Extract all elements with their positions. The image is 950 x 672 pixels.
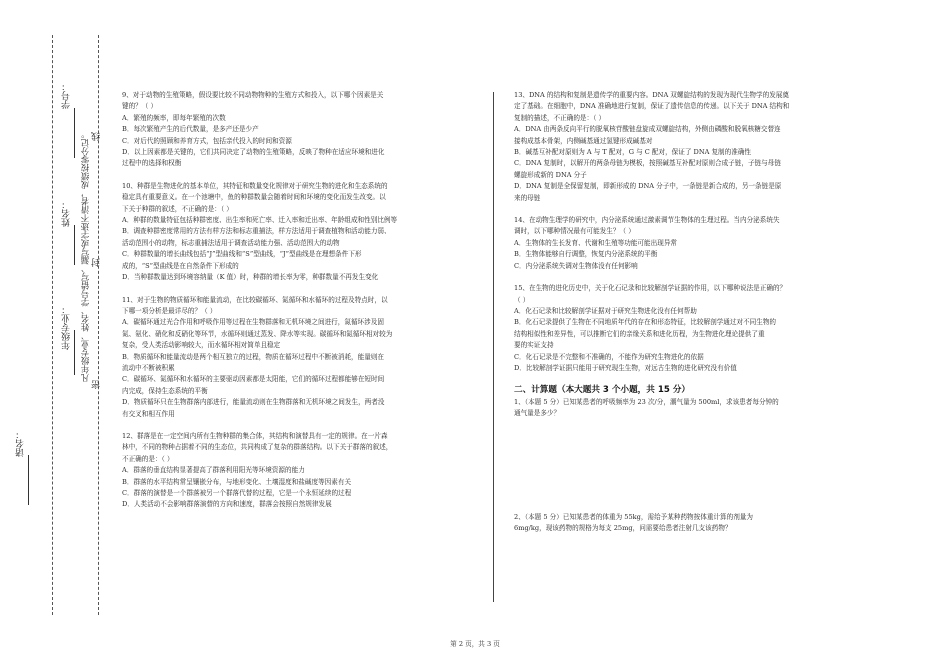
q-option: A．生物体的生长发育、代谢和生殖等功能可能出现异常 xyxy=(514,238,678,247)
q-option: 螺旋形成新的 DNA 分子 xyxy=(514,170,587,179)
question-11 xyxy=(122,295,484,420)
q-option: 内完成，保持生态系统的平衡 xyxy=(122,386,208,395)
q-option: A．碳循环通过光合作用和呼吸作用等过程在生物群落和无机环境之间进行，氮循环涉及固 xyxy=(122,318,384,327)
q-option: A．繁殖的频率，即每年繁殖的次数 xyxy=(122,113,226,122)
q-option: C．种群数量的增长曲线包括“J”型曲线和“S”型曲线，“J”型曲线是在理想条件下形 xyxy=(122,250,362,259)
q-line: （ ） xyxy=(514,295,530,304)
q-option: D．当种群数量达到环境容纳量（K 值）时，种群的增长率为零，种群数量不再发生变化 xyxy=(122,273,379,282)
q-line: 11、对于生物的物质循环和能量流动，在比较碳循环、氮循环和水循环的过程及特点时，以 xyxy=(122,295,388,304)
question-13 xyxy=(514,90,876,204)
right-column xyxy=(514,90,876,534)
q-line: 稳定具有重要意义。在一个池塘中，鱼的种群数量会随着时间和环境的变化而发生改变。以 xyxy=(122,193,386,202)
q-option: B．调查种群密度常用的方法有样方法和标志重捕法，样方法适用于调查植物和活动能力弱、 xyxy=(122,227,391,236)
q-option: A．化石记录和比较解剖学证据对于研究生物进化没有任何帮助 xyxy=(514,306,697,315)
q-option: 成的，“S”型曲线是在自然条件下形成的 xyxy=(122,261,239,270)
q-option: C．化石记录是不完整和不准确的，不能作为研究生物进化的依据 xyxy=(514,352,704,361)
q-option: C．碳循环、氮循环和水循环的主要驱动因素都是太阳能，它们的循环过程都能够在短时间 xyxy=(122,375,385,384)
column-divider xyxy=(493,92,494,602)
q-option: C．DNA 复制时，以解开的两条母链为模板，按照碱基互补配对原则合成子链，子链与母链 xyxy=(514,159,781,168)
question-10 xyxy=(122,181,484,284)
q-option: B．物质循环和能量流动是两个相互独立的过程，物质在循环过程中不断被消耗，能量则在 xyxy=(122,352,384,361)
q-line: 调时，以下哪种情况最有可能发生？（ ） xyxy=(514,227,635,236)
q-option: B．生物体能够自行调整，恢复内分泌系统的平衡 xyxy=(514,250,658,259)
student-id-label: 学号： xyxy=(62,82,72,109)
q-line: 林中，不同的物种占据着不同的生态位，共同构成了复杂的群落结构。以下关于群落的叙述， xyxy=(122,443,393,452)
question-9 xyxy=(122,90,484,170)
school-field[interactable] xyxy=(28,455,29,505)
grade-major-label: 年级专业： xyxy=(62,305,72,350)
q-option: 过程中的选择和权衡 xyxy=(122,159,182,168)
q-line: 14、在动物生理学的研究中，内分泌系统通过激素调节生物体的生理过程。当内分泌系统失 xyxy=(514,216,780,225)
q-option: C．对后代的照顾和养育方式，包括亲代投入的时间和资源 xyxy=(122,136,292,145)
calc-line: 2、（本题 5 分）已知某患者的体重为 55kg，需给予某种药物按体重计算的剂量为 xyxy=(514,512,753,521)
q-line: 15、在生物的进化历史中，关于化石记录和比较解剖学证据的作用，以下哪种说法是正确的？ xyxy=(514,284,787,293)
question-15 xyxy=(514,283,876,374)
q-line: 不正确的是：（ ） xyxy=(122,454,174,463)
school-label: 诸名： xyxy=(16,430,26,457)
q-option: D．物质循环只在生物群落内部进行，能量流动则在生物群落和无机环境之间发生，两者没 xyxy=(122,398,385,407)
calc-line: 6mg/kg，现该药物的规格为每支 25mg，问需要给患者注射几支该药物？ xyxy=(514,523,732,532)
q-line: 10、种群是生物进化的基本单位，其特征和数量变化规律对于研究生物的进化和生态系统的 xyxy=(122,181,388,190)
seal-word-mi: 密 xyxy=(92,380,102,389)
calc-line: 1、（本题 5 分）已知某患者的呼吸频率为 23 次/分，潮气量为 500ml，求该患者每分钟的 xyxy=(514,397,779,406)
q-option: D．以上因素都是关键的，它们共同决定了动物的生殖策略，反映了物种在适应环境和进化 xyxy=(122,148,385,157)
calc-question-1 xyxy=(514,397,876,420)
q-option: 复杂，受人类活动影响较大，而水循环相对简单且稳定 xyxy=(122,341,281,350)
answer-space[interactable] xyxy=(514,420,876,466)
q-option: D．比较解剖学证据只能用于研究现生生物，对远古生物的进化研究没有价值 xyxy=(514,363,737,372)
q-option: 来的母链 xyxy=(514,193,541,202)
q-option: B．碱基互补配对原则为 A 与 T 配对，G 与 C 配对，保证了 DNA 复制的准确性 xyxy=(514,148,752,157)
binding-dashed-line xyxy=(98,35,99,615)
q-option: 要的实证支持 xyxy=(514,341,554,350)
left-column xyxy=(122,90,484,522)
q-line: 13、DNA 的结构和复制是遗传学的重要内容。DNA 双螺旋结构的发现为现代生物学的发展奠 xyxy=(514,91,789,99)
seal-word-feng: 封 xyxy=(92,258,102,267)
q-option: A．种群的数量特征包括种群密度、出生率和死亡率、迁入率和迁出率、年龄组成和性别比例等 xyxy=(122,216,398,225)
seal-word-xian: 线 xyxy=(92,132,102,141)
q-line: 下哪一项分析是最详尽的？（ ） xyxy=(122,306,217,315)
q-option: D．DNA 复制是全保留复制，即新形成的 DNA 分子中，一条链是新合成的，另一条链是原 xyxy=(514,182,782,191)
q-line: 定了基础。在细胞中，DNA 准确地进行复制，保证了遗传信息的传递。以下关于 DNA 结构和 xyxy=(514,102,790,111)
q-line: 键的？（ ） xyxy=(122,102,158,111)
binding-dashed-line-inner xyxy=(52,35,53,615)
student-id-field[interactable] xyxy=(74,108,75,158)
q-option: 氮、氨化、硝化和反硝化等环节，水循环则通过蒸发、降水等实现。碳循环和氮循环相对较为 xyxy=(122,329,393,338)
name-label: 姓名： xyxy=(62,200,72,227)
q-option: C．内分泌系统失调对生物体没有任何影响 xyxy=(514,261,638,270)
q-option: B．群落的水平结构常呈镶嵌分布，与地形变化、土壤湿度和盐碱度等因素有关 xyxy=(122,477,352,486)
section-title-calculation: 二、计算题（本大题共 3 个小题，共 15 分） xyxy=(514,385,691,396)
question-14 xyxy=(514,215,876,272)
binding-notice: 凡年级专业、姓名、学号错写、漏写或字迹不清者，成绩按零分记。 xyxy=(80,130,90,382)
answer-space[interactable] xyxy=(514,466,876,512)
question-12 xyxy=(122,431,484,511)
q-option: B．每次繁殖产生的后代数量，是多产还是少产 xyxy=(122,125,259,134)
q-line: 9、对于动物的生殖策略，假设要比较不同动物物种的生殖方式和投入，以下哪个因素是关 xyxy=(122,91,384,99)
grade-major-field[interactable] xyxy=(74,330,75,375)
q-option: D．人类活动不会影响群落演替的方向和速度，群落会按照自然规律发展 xyxy=(122,500,332,509)
q-option: 有交叉和相互作用 xyxy=(122,409,175,418)
q-option: 活动范围小的动物，标志重捕法适用于调查活动能力强、活动范围大的动物 xyxy=(122,238,340,247)
page-footer: 第 2 页，共 3 页 xyxy=(450,640,500,648)
q-option: C．群落的演替是一个群落被另一个群落代替的过程，它是一个永恒延续的过程 xyxy=(122,489,352,497)
q-option: A．DNA 由两条反向平行的脱氧核苷酸链盘旋成双螺旋结构，外侧由磷酸和脱氧核糖交替连 xyxy=(514,125,781,134)
q-option: 接构成基本骨架，内侧碱基通过氢键形成碱基对 xyxy=(514,136,653,145)
q-line: 12、群落是在一定空间内所有生物种群的集合体，其结构和演替具有一定的规律。在一片森 xyxy=(122,431,388,440)
q-option: 流动中不断被积累 xyxy=(122,363,175,372)
calc-line: 通气量是多少？ xyxy=(514,409,561,418)
q-option: B．化石记录提供了生物在不同地质年代的存在和形态特征，比较解剖学通过对不同生物的 xyxy=(514,318,776,327)
calc-question-2 xyxy=(514,512,876,535)
q-option: 结构相似性和差异性，可以推断它们的亲缘关系和进化历程，为生物进化理论提供了重 xyxy=(514,329,765,338)
q-line: 复制的描述，不正确的是：（ ） xyxy=(514,113,606,122)
q-line: 下关于种群的叙述，不正确的是：（ ） xyxy=(122,204,233,213)
binding-margin xyxy=(0,0,110,672)
q-option: A．群落的垂直结构显著提高了群落利用阳光等环境资源的能力 xyxy=(122,466,305,475)
name-field[interactable] xyxy=(74,225,75,265)
